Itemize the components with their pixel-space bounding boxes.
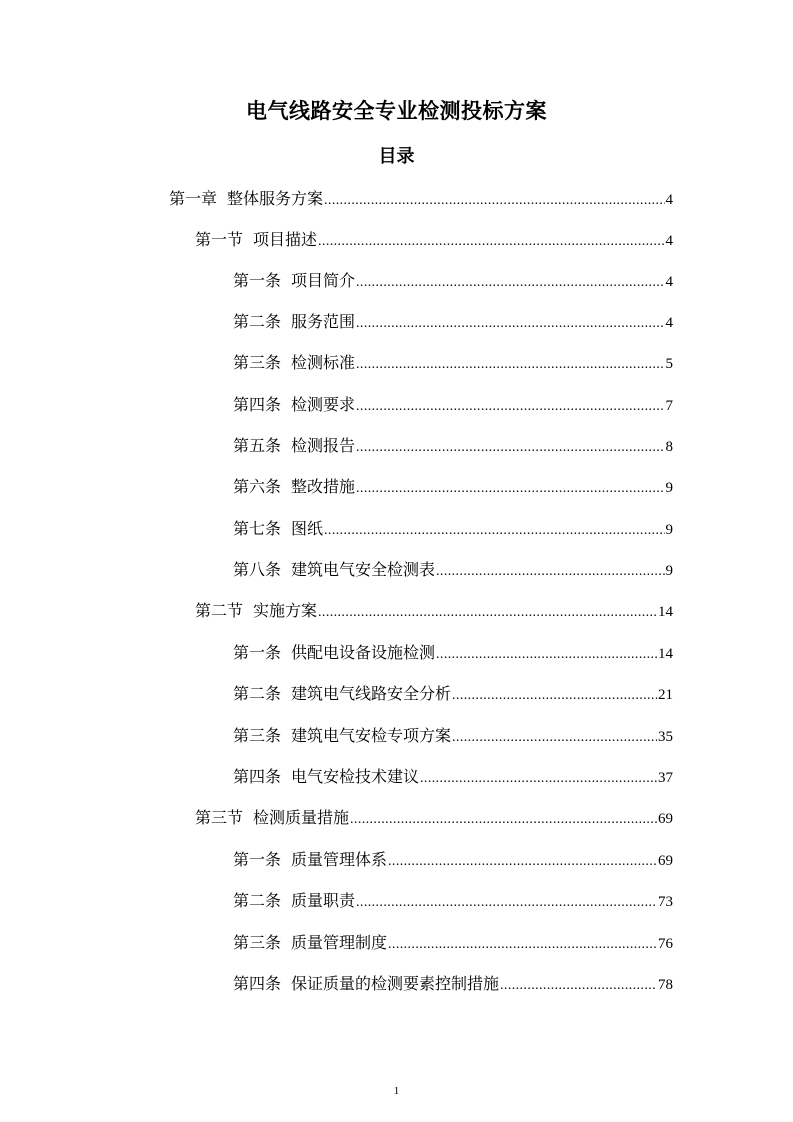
toc-entry-title: 供配电设备设施检测 (291, 643, 436, 662)
toc-leader-dots (388, 850, 657, 874)
toc-entry-number: 第三条 (233, 933, 282, 952)
toc-entry-article[interactable] (233, 848, 673, 872)
toc-entry-page: 7 (665, 398, 673, 414)
toc-leader-dots (388, 933, 657, 957)
toc-entry-number: 第四条 (233, 974, 282, 993)
toc-entry-article[interactable] (233, 269, 673, 293)
toc-entry-title: 图纸 (291, 519, 324, 538)
toc-entry-title: 项目描述 (253, 230, 318, 249)
toc-leader-dots (452, 684, 657, 708)
toc-entry-page: 21 (658, 687, 673, 703)
toc-entry-title: 建筑电气安检专项方案 (291, 726, 452, 745)
toc-leader-dots (350, 808, 657, 832)
toc-entry-number: 第二节 (195, 601, 244, 620)
toc-leader-dots (356, 271, 664, 295)
toc-leader-dots (436, 643, 657, 667)
toc-entry-page: 9 (665, 480, 673, 496)
toc-entry-number: 第一节 (195, 230, 244, 249)
toc-entry-page: 14 (658, 646, 673, 662)
toc-entry-number: 第三节 (195, 808, 244, 827)
toc-entry-title: 整体服务方案 (227, 189, 324, 208)
toc-entry-page: 8 (665, 439, 673, 455)
toc-entry-article[interactable] (233, 641, 673, 665)
toc-entry-number: 第八条 (233, 560, 282, 579)
toc-entry-number: 第一条 (233, 271, 282, 290)
toc-entry-title: 服务范围 (291, 312, 356, 331)
toc-leader-dots (356, 395, 664, 419)
toc-entry-title: 项目简介 (291, 271, 356, 290)
toc-entry-number: 第二条 (233, 684, 282, 703)
toc-entry-article[interactable] (233, 765, 673, 789)
toc-entry-number: 第五条 (233, 436, 282, 455)
toc-entry-number: 第四条 (233, 767, 282, 786)
toc-entry-number: 第二条 (233, 891, 282, 910)
document-title: 电气线路安全专业检测投标方案 (246, 99, 547, 123)
toc-leader-dots (324, 189, 664, 213)
toc-entry-section-1[interactable] (195, 228, 673, 252)
toc-entry-article[interactable] (233, 972, 673, 996)
toc-entry-title: 检测报告 (291, 436, 356, 455)
toc-entry-title: 检测要求 (291, 395, 356, 414)
toc-entry-page: 37 (658, 770, 673, 786)
toc-leader-dots (356, 436, 664, 460)
toc-entry-page: 9 (665, 522, 673, 538)
toc-entry-section-2[interactable] (195, 599, 673, 623)
toc-entry-title: 电气安检技术建议 (291, 767, 420, 786)
toc-entry-page: 4 (665, 233, 673, 249)
toc-entry-article[interactable] (233, 434, 673, 458)
toc-entry-number: 第六条 (233, 477, 282, 496)
toc-entry-title: 建筑电气线路安全分析 (291, 684, 452, 703)
toc-entry-number: 第七条 (233, 519, 282, 538)
toc-entry-article[interactable] (233, 558, 673, 582)
toc-leader-dots (356, 312, 664, 336)
toc-leader-dots (500, 974, 657, 998)
toc-entry-number: 第三条 (233, 353, 282, 372)
toc-leader-dots (356, 477, 664, 501)
toc-leader-dots (318, 601, 657, 625)
toc-entry-number: 第三条 (233, 726, 282, 745)
toc-leader-dots (356, 353, 664, 377)
toc-entry-article[interactable] (233, 310, 673, 334)
toc-entry-title: 实施方案 (253, 601, 318, 620)
toc-leader-dots (420, 767, 657, 791)
toc-entry-number: 第一章 (169, 189, 218, 208)
toc-entry-number: 第一条 (233, 850, 282, 869)
toc-entry-page: 14 (658, 604, 673, 620)
toc-entry-title: 检测标准 (291, 353, 356, 372)
toc-entry-article[interactable] (233, 517, 673, 541)
toc-entry-number: 第一条 (233, 643, 282, 662)
toc-entry-title: 检测质量措施 (253, 808, 350, 827)
toc-entry-page: 35 (658, 729, 673, 745)
toc-entry-page: 5 (665, 356, 673, 372)
toc-entry-title: 建筑电气安全检测表 (291, 560, 436, 579)
toc-entry-article[interactable] (233, 351, 673, 375)
toc-entry-page: 76 (658, 936, 673, 952)
toc-entry-article[interactable] (233, 475, 673, 499)
toc-leader-dots (318, 230, 664, 254)
toc-entry-article[interactable] (233, 889, 673, 913)
toc-leader-dots (324, 519, 664, 543)
toc-entry-page: 69 (658, 853, 673, 869)
toc-entry-number: 第二条 (233, 312, 282, 331)
toc-entry-title: 整改措施 (291, 477, 356, 496)
toc-entry-page: 9 (665, 563, 673, 579)
toc-entry-page: 69 (658, 811, 673, 827)
toc-entry-article[interactable] (233, 931, 673, 955)
toc-entry-title: 质量职责 (291, 891, 356, 910)
toc-entry-article[interactable] (233, 393, 673, 417)
toc-heading: 目录 (378, 146, 415, 167)
toc-entry-page: 4 (665, 274, 673, 290)
toc-entry-page: 78 (658, 977, 673, 993)
toc-entry-page: 4 (665, 192, 673, 208)
toc-entry-chapter-1[interactable] (169, 187, 673, 211)
toc-entry-title: 质量管理体系 (291, 850, 388, 869)
toc-entry-title: 质量管理制度 (291, 933, 388, 952)
toc-entry-page: 4 (665, 315, 673, 331)
toc-entry-number: 第四条 (233, 395, 282, 414)
toc-entry-article[interactable] (233, 682, 673, 706)
toc-leader-dots (452, 726, 657, 750)
toc-leader-dots (436, 560, 664, 584)
page-number: 1 (393, 1085, 400, 1097)
toc-entry-article[interactable] (233, 724, 673, 748)
toc-leader-dots (356, 891, 657, 915)
toc-entry-page: 73 (658, 894, 673, 910)
toc-entry-section-3[interactable] (195, 806, 673, 830)
toc-entry-title: 保证质量的检测要素控制措施 (291, 974, 500, 993)
